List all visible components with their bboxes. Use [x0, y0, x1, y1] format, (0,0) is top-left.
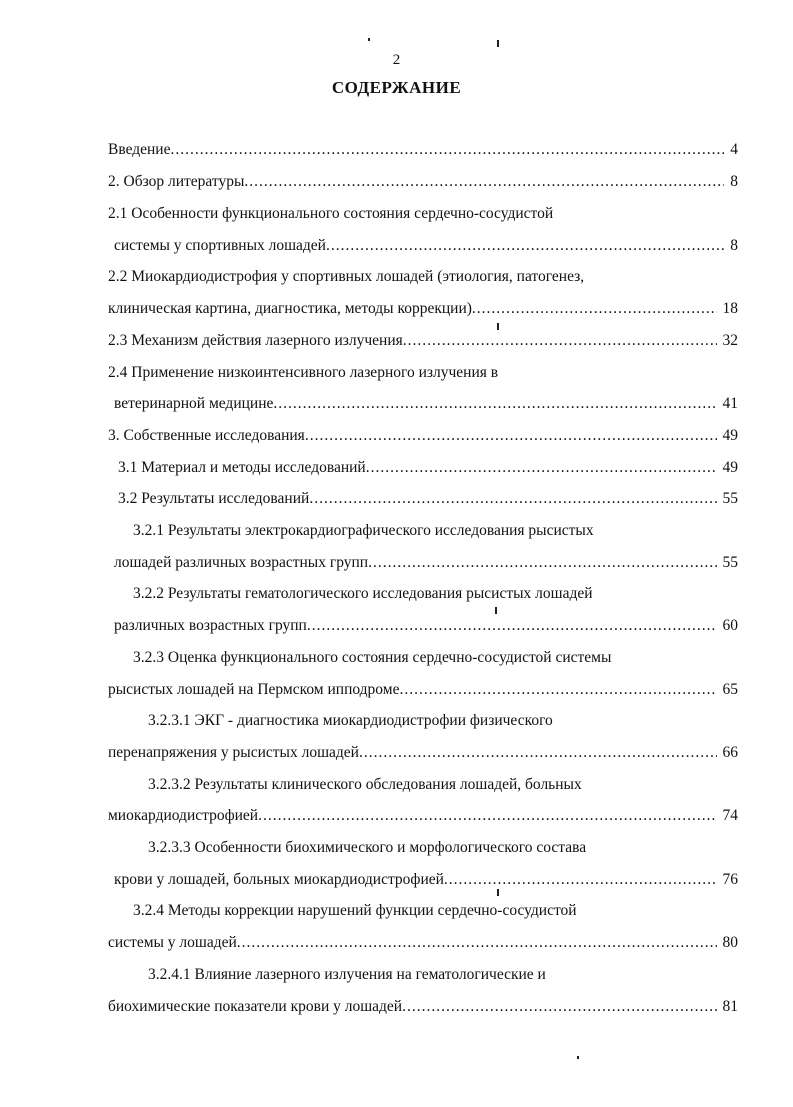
- toc-entry-page: 8: [730, 173, 738, 190]
- toc-entry-line: [133, 647, 763, 669]
- toc-entry-title: биохимические показатели крови у лошадей: [108, 998, 403, 1015]
- toc-entry-title: 3.2.3.2 Результаты клинического обследования лошадей, больных: [148, 776, 582, 793]
- toc-entry-page: 18: [722, 300, 738, 317]
- toc-entry[interactable]: [114, 393, 738, 415]
- toc-entry-page: 74: [722, 807, 738, 824]
- toc-entry-line: [108, 203, 738, 225]
- toc-entry-title: 3.2 Результаты исследований: [118, 490, 310, 507]
- dot-leader: [305, 425, 717, 447]
- toc-entry-title: рысистых лошадей на Пермском ипподроме: [108, 681, 400, 698]
- scan-speck: [497, 40, 499, 47]
- dot-leader: [326, 235, 724, 257]
- dot-leader: [170, 139, 724, 161]
- dot-leader: [359, 742, 717, 764]
- toc-entry[interactable]: [108, 298, 738, 320]
- toc-entry-line: [148, 710, 778, 732]
- toc-entry[interactable]: [118, 457, 738, 479]
- dot-leader: [244, 171, 724, 193]
- toc-entry-line: [133, 583, 763, 605]
- toc-entry-page: 66: [722, 744, 738, 761]
- page-number: 2: [392, 52, 401, 68]
- toc-entry-title: системы у лошадей: [108, 934, 237, 951]
- toc-entry-title: 3.2.2 Результаты гематологического исследования рысистых лошадей: [133, 585, 593, 602]
- toc-entry-title: различных возрастных групп: [114, 617, 307, 634]
- scan-speck: [495, 607, 497, 614]
- dot-leader: [366, 457, 717, 479]
- toc-entry-title: 3.2.4.1 Влияние лазерного излучения на гематологические и: [148, 966, 546, 983]
- toc-entry-title: 2.3 Механизм действия лазерного излучения: [108, 332, 403, 349]
- toc-entry-title: перенапряжения у рысистых лошадей: [108, 744, 359, 761]
- scan-speck: [368, 38, 370, 41]
- dot-leader: [237, 932, 717, 954]
- toc-entry-page: 8: [730, 237, 738, 254]
- toc-entry-page: 55: [722, 490, 738, 507]
- toc-entry[interactable]: [108, 425, 738, 447]
- toc-entry-line: [133, 520, 763, 542]
- dot-leader: [307, 615, 717, 637]
- toc-entry-line: [148, 837, 778, 859]
- toc-entry-page: 65: [722, 681, 738, 698]
- toc-entry[interactable]: [108, 330, 738, 352]
- toc-entry-title: 3.2.3 Оценка функционального состояния сердечно-сосудистой системы: [133, 649, 612, 666]
- toc-entry-title: 3.2.4 Методы коррекции нарушений функции сердечно-сосудистой: [133, 902, 577, 919]
- toc-entry-page: 41: [722, 395, 738, 412]
- toc-entry-title: крови у лошадей, больных миокардиодистрофией: [114, 871, 444, 888]
- toc-entry-title: 3.1 Материал и методы исследований: [118, 459, 366, 476]
- toc-entry-title: 3.2.1 Результаты электрокардиографического исследования рысистых: [133, 522, 594, 539]
- toc-entry-page: 55: [722, 554, 738, 571]
- toc-entry-title: 2. Обзор литературы: [108, 173, 245, 190]
- dot-leader: [402, 996, 716, 1018]
- dot-leader: [258, 805, 716, 827]
- toc-entry-page: 60: [722, 617, 738, 634]
- toc-entry[interactable]: [108, 805, 738, 827]
- toc-entry-title: 3.2.3.3 Особенности биохимического и морфологического состава: [148, 839, 587, 856]
- dot-leader: [444, 869, 717, 891]
- toc-entry-title: 2.1 Особенности функционального состояния сердечно-сосудистой: [108, 205, 554, 222]
- toc-entry-page: 81: [722, 998, 738, 1015]
- toc-entry-title: 3.2.3.1 ЭКГ - диагностика миокардиодистрофии физического: [148, 712, 553, 729]
- toc-entry-title: ветеринарной медицине: [114, 395, 274, 412]
- toc-entry-page: 49: [722, 459, 738, 476]
- page-title: СОДЕРЖАНИЕ: [331, 78, 462, 97]
- dot-leader: [273, 393, 716, 415]
- toc-entry-title: миокардиодистрофией: [108, 807, 259, 824]
- toc-entry-line: [133, 900, 763, 922]
- toc-entry[interactable]: [114, 869, 738, 891]
- toc-entry[interactable]: [108, 932, 738, 954]
- toc-entry[interactable]: [108, 171, 738, 193]
- scan-speck: [577, 1056, 579, 1059]
- dot-leader: [309, 488, 716, 510]
- dot-leader: [472, 298, 717, 320]
- dot-leader: [403, 330, 717, 352]
- scan-speck: [497, 323, 499, 330]
- toc-entry-page: 80: [722, 934, 738, 951]
- toc-entry-title: 2.4 Применение низкоинтенсивного лазерного излучения в: [108, 364, 499, 381]
- toc-entry[interactable]: [114, 552, 738, 574]
- toc-entry-title: клиническая картина, диагностика, методы коррекции): [108, 300, 472, 317]
- toc-entry[interactable]: [114, 235, 738, 257]
- toc-entry-title: 2.2 Миокардиодистрофия у спортивных лошадей (этиология, патогенез,: [108, 268, 585, 285]
- toc-entry[interactable]: [108, 996, 738, 1018]
- toc-entry[interactable]: [114, 615, 738, 637]
- toc-entry-title: Введение: [108, 141, 171, 158]
- toc-entry-line: [148, 774, 778, 796]
- toc-entry-page: 76: [722, 871, 738, 888]
- toc-entry-title: 3. Собственные исследования: [108, 427, 305, 444]
- toc-entry[interactable]: [108, 679, 738, 701]
- toc-entry[interactable]: [108, 742, 738, 764]
- toc-entry[interactable]: [118, 488, 738, 510]
- toc-entry-title: системы у спортивных лошадей: [114, 237, 326, 254]
- toc-entry-page: 49: [722, 427, 738, 444]
- dot-leader: [399, 679, 716, 701]
- toc-entry-line: [108, 362, 738, 384]
- toc-entry-line: [148, 964, 778, 986]
- toc-entry-line: [108, 266, 738, 288]
- toc-entry-page: 4: [730, 141, 738, 158]
- toc-entry-page: 32: [722, 332, 738, 349]
- toc-entry-title: лошадей различных возрастных групп: [114, 554, 369, 571]
- toc-entry[interactable]: [108, 139, 738, 161]
- dot-leader: [368, 552, 716, 574]
